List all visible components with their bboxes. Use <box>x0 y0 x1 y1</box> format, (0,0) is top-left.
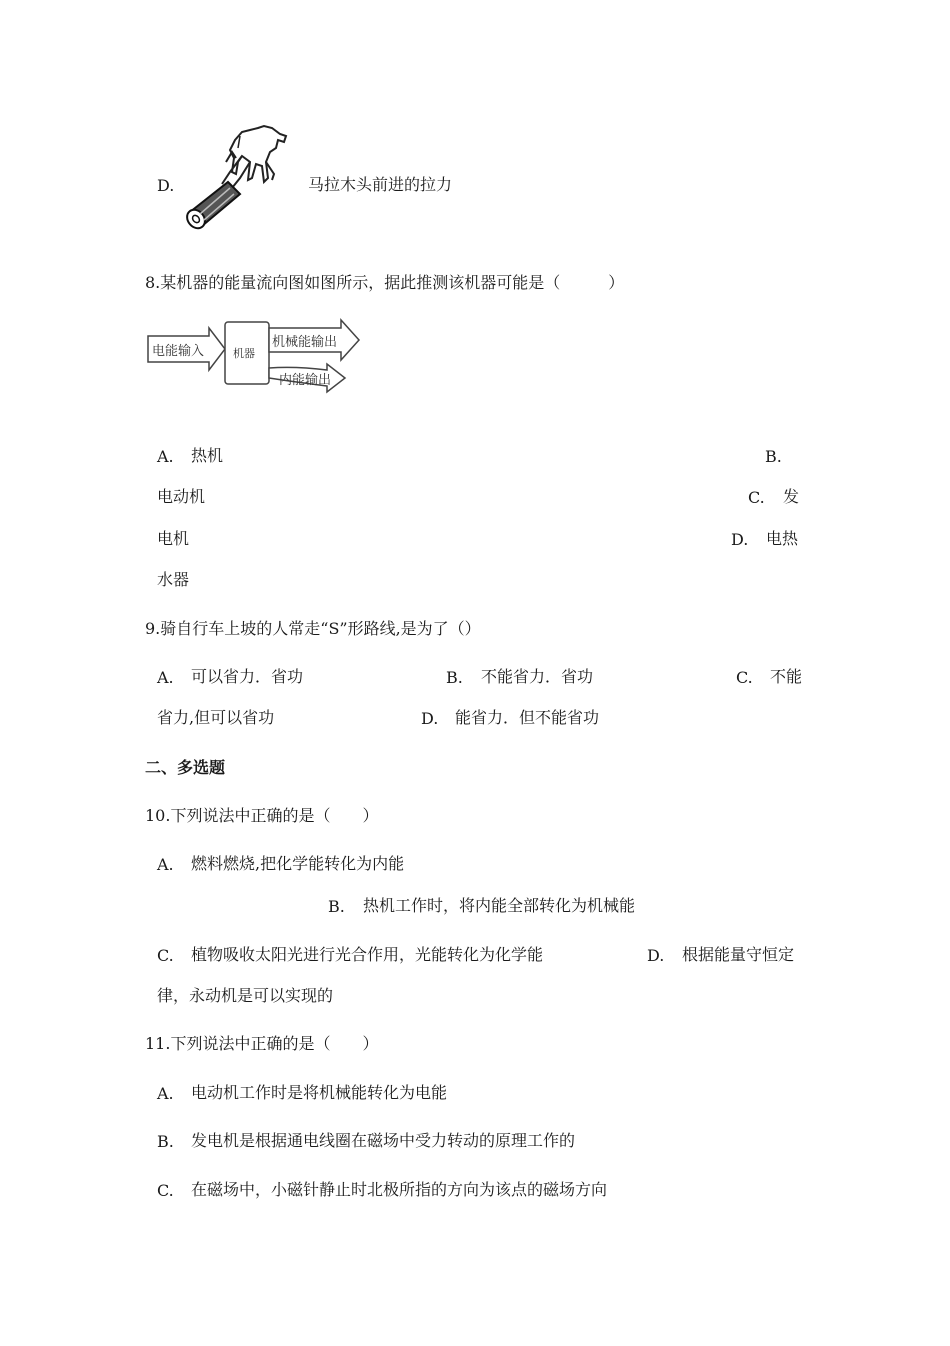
q11-option-c-letter: C. <box>157 1181 174 1200</box>
q8-option-b-letter: B. <box>765 447 782 466</box>
q8-option-d-letter: D. <box>731 530 749 549</box>
q9-option-d-letter: D. <box>421 709 439 728</box>
q7-option-d-letter: D. <box>157 176 175 195</box>
q10-option-d-text-part1: 根据能量守恒定 <box>682 945 795 964</box>
q7-option-d-text: 马拉木头前进的拉力 <box>308 175 453 194</box>
q9-option-c-text-part2: 省力,但可以省功 <box>157 708 275 727</box>
q10-option-d-text-part2: 律，永动机是可以实现的 <box>157 986 334 1005</box>
energy-flow-diagram <box>145 318 365 394</box>
q8-option-c-text-part1: 发 <box>783 487 800 506</box>
horse-pulling-log-image <box>180 122 300 242</box>
q9-option-c-letter: C. <box>736 668 753 687</box>
q9-option-c-text-part1: 不能 <box>770 667 803 686</box>
q8-question: 8.某机器的能量流向图如图所示，据此推测该机器可能是（ ） <box>145 273 625 292</box>
q10-question: 10.下列说法中正确的是（ ） <box>145 806 379 825</box>
q8-option-a-text: 热机 <box>191 446 224 465</box>
q10-option-b-text: 热机工作时，将内能全部转化为机械能 <box>363 896 636 915</box>
q11-option-b-letter: B. <box>157 1132 174 1151</box>
diagram-input-label: 电能输入 <box>152 344 205 359</box>
q10-option-c-letter: C. <box>157 946 174 965</box>
q8-option-a-letter: A. <box>157 447 174 466</box>
q11-option-a-text: 电动机工作时是将机械能转化为电能 <box>191 1083 448 1102</box>
q8-option-b-text: 电动机 <box>157 487 206 506</box>
diagram-output2-label: 内能输出 <box>279 373 332 388</box>
q11-question: 11.下列说法中正确的是（ ） <box>145 1034 379 1053</box>
q10-option-a-text: 燃料燃烧,把化学能转化为内能 <box>191 854 405 873</box>
q9-option-a-letter: A. <box>157 668 174 687</box>
q9-option-a-text: 可以省力．省功 <box>191 667 304 686</box>
q10-option-a-letter: A. <box>157 855 174 874</box>
q11-option-c-text: 在磁场中，小磁针静止时北极所指的方向为该点的磁场方向 <box>191 1180 608 1199</box>
q8-option-c-letter: C. <box>748 488 765 507</box>
q8-option-c-text-part2: 电机 <box>157 529 190 548</box>
diagram-machine-label: 机器 <box>233 347 255 360</box>
q10-option-d-letter: D. <box>647 946 665 965</box>
q11-option-a-letter: A. <box>157 1084 174 1103</box>
q11-option-b-text: 发电机是根据通电线圈在磁场中受力转动的原理工作的 <box>191 1131 576 1150</box>
q9-option-d-text: 能省力．但不能省功 <box>455 708 600 727</box>
q9-option-b-letter: B. <box>446 668 463 687</box>
diagram-output1-label: 机械能输出 <box>272 335 338 350</box>
q8-option-d-text-part2: 水器 <box>157 570 190 589</box>
section-heading: 二、多选题 <box>145 758 226 777</box>
q8-option-d-text-part1: 电热 <box>766 529 799 548</box>
q9-option-b-text: 不能省力．省功 <box>481 667 594 686</box>
q9-question: 9.骑自行车上坡的人常走“S”形路线,是为了（） <box>145 619 481 638</box>
q10-option-b-letter: B. <box>328 897 345 916</box>
q10-option-c-text: 植物吸收太阳光进行光合作用，光能转化为化学能 <box>191 945 544 964</box>
